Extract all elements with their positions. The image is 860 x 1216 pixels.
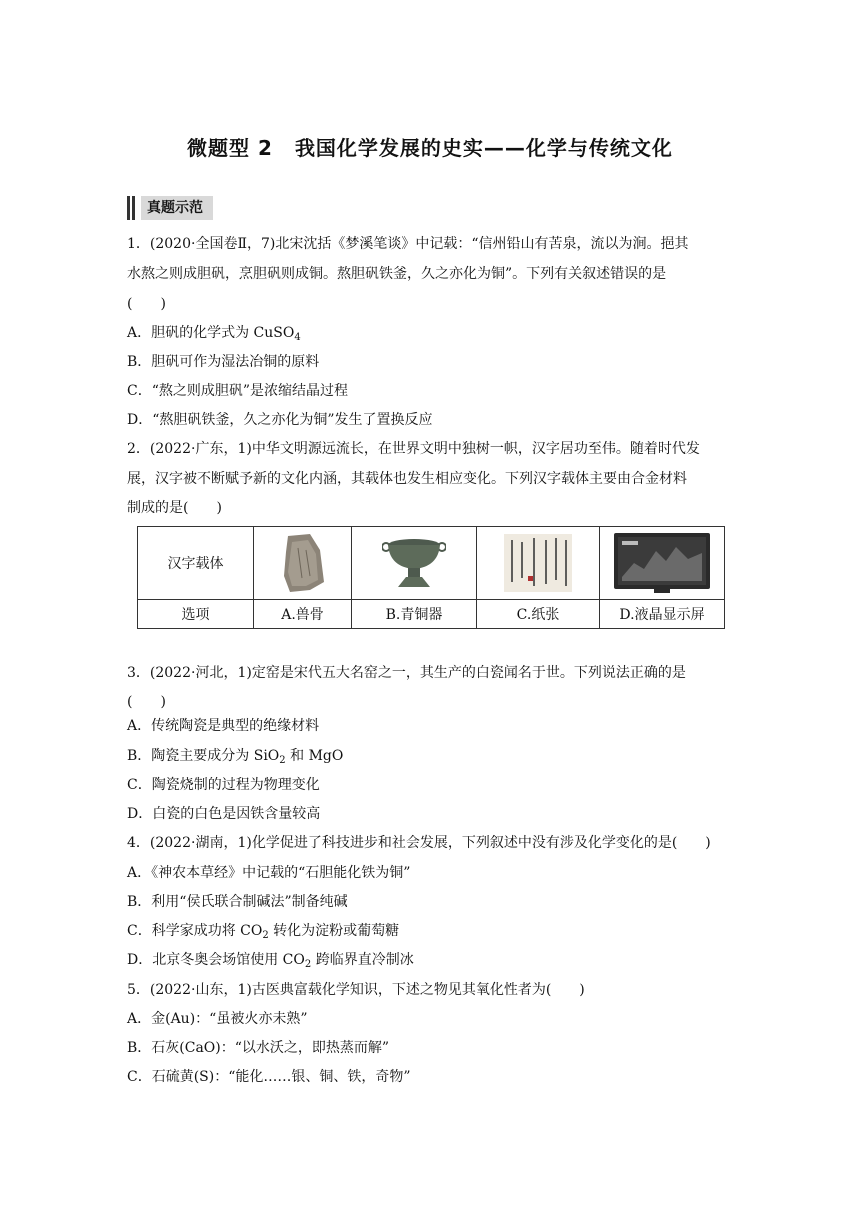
q1-option-a xyxy=(127,322,737,344)
page-title xyxy=(0,132,860,161)
q1-option-a-text: A．胆矾的化学式为 CuSO xyxy=(127,325,295,341)
title-part1: 微题型 2 xyxy=(187,136,273,160)
q4-option-d xyxy=(127,949,737,971)
q5-option-c: C．石硫黄(S)：“能化……银、铜、铁，奇物” xyxy=(127,1069,411,1085)
q3-option-c: C．陶瓷烧制的过程为物理变化 xyxy=(127,777,320,793)
q3-option-b-sub: 2 xyxy=(279,755,286,766)
q3-option-b-rest: 和 MgO xyxy=(285,748,344,764)
q4-option-a: A．《神农本草经》中记载的“石胆能化铁为铜” xyxy=(127,865,411,881)
q3-option-b-text: B．陶瓷主要成分为 SiO xyxy=(127,748,280,764)
q2-line1: 2．(2022·广东，1)中华文明源远流长，在世界文明中独树一帜，汉字居功至伟。随着时代发 xyxy=(127,441,700,457)
q3-line2: ( ) xyxy=(127,694,166,710)
section-label: 真题示范 xyxy=(141,196,213,220)
q3-option-b xyxy=(127,745,737,767)
q3-line1: 3．(2022·河北，1)定窑是宋代五大名窑之一，其生产的白瓷闻名于世。下列说法正确的是 xyxy=(127,665,686,681)
q4-option-c xyxy=(127,920,737,942)
q3-option-d: D．白瓷的白色是因铁含量较高 xyxy=(127,806,321,822)
q4-option-d-text: D．北京冬奥会场馆使用 CO xyxy=(127,952,305,968)
q4-option-c-sub: 2 xyxy=(262,930,269,941)
q1-option-d: D．“熬胆矾铁釜，久之亦化为铜”发生了置换反应 xyxy=(127,412,433,428)
q5-option-a: A．金(Au)：“虽被火亦未熟” xyxy=(127,1011,308,1027)
lcd-screen-image xyxy=(600,527,725,600)
q4-line1: 4．(2022·湖南，1)化学促进了科技进步和社会发展，下列叙述中没有涉及化学变化的是( ) xyxy=(127,835,711,851)
carrier-row-header: 汉字载体 xyxy=(138,527,254,600)
q4-option-c-rest: 转化为淀粉或葡萄糖 xyxy=(268,923,400,939)
q2-line2: 展，汉字被不断赋予新的文化内涵，其载体也发生相应变化。下列汉字载体主要由合金材料 xyxy=(127,471,687,487)
q5-option-b: B．石灰(CaO)：“以水沃之，即热蒸而解” xyxy=(127,1040,390,1056)
q1-option-a-sub: 4 xyxy=(294,332,301,343)
q2-line3: 制成的是( ) xyxy=(127,500,222,516)
q4-option-d-sub: 2 xyxy=(304,959,312,970)
option-row-header: 选项 xyxy=(138,600,254,629)
section-tag xyxy=(127,196,213,220)
carrier-image-row xyxy=(138,527,725,600)
q1-line2: 水熬之则成胆矾，烹胆矾则成铜。熬胆矾铁釜，久之亦化为铜”。下列有关叙述错误的是 xyxy=(127,266,667,282)
option-d-cell: D.液晶显示屏 xyxy=(600,600,725,629)
q1-option-c: C．“熬之则成胆矾”是浓缩结晶过程 xyxy=(127,383,349,399)
q3-option-a: A．传统陶瓷是典型的绝缘材料 xyxy=(127,718,320,734)
q1-option-b: B．胆矾可作为湿法冶铜的原料 xyxy=(127,354,320,370)
option-b-cell: B.青铜器 xyxy=(352,600,477,629)
q1-line3: ( ) xyxy=(127,296,166,312)
carrier-table xyxy=(137,526,725,629)
paper-calligraphy-image xyxy=(477,527,600,600)
q4-option-c-text: C．科学家成功将 CO xyxy=(127,923,263,939)
q4-option-d-rest: 跨临界直冷制冰 xyxy=(311,952,414,968)
title-part2: 我国化学发展的史实——化学与传统文化 xyxy=(294,136,673,160)
section-bars-icon xyxy=(127,196,137,220)
option-a-cell: A.兽骨 xyxy=(254,600,352,629)
q1-line1: 1．(2020·全国卷Ⅱ，7)北宋沈括《梦溪笔谈》中记载：“信州铅山有苦泉，流以为涧。挹其 xyxy=(127,236,689,252)
q4-option-b: B．利用“侯氏联合制碱法”制备纯碱 xyxy=(127,894,348,910)
oracle-bone-image xyxy=(254,527,352,600)
bronze-vessel-image xyxy=(352,527,477,600)
carrier-option-row xyxy=(138,600,725,629)
q5-line1: 5．(2022·山东，1)古医典富载化学知识，下述之物见其氧化性者为( ) xyxy=(127,982,585,998)
option-c-cell: C.纸张 xyxy=(477,600,600,629)
